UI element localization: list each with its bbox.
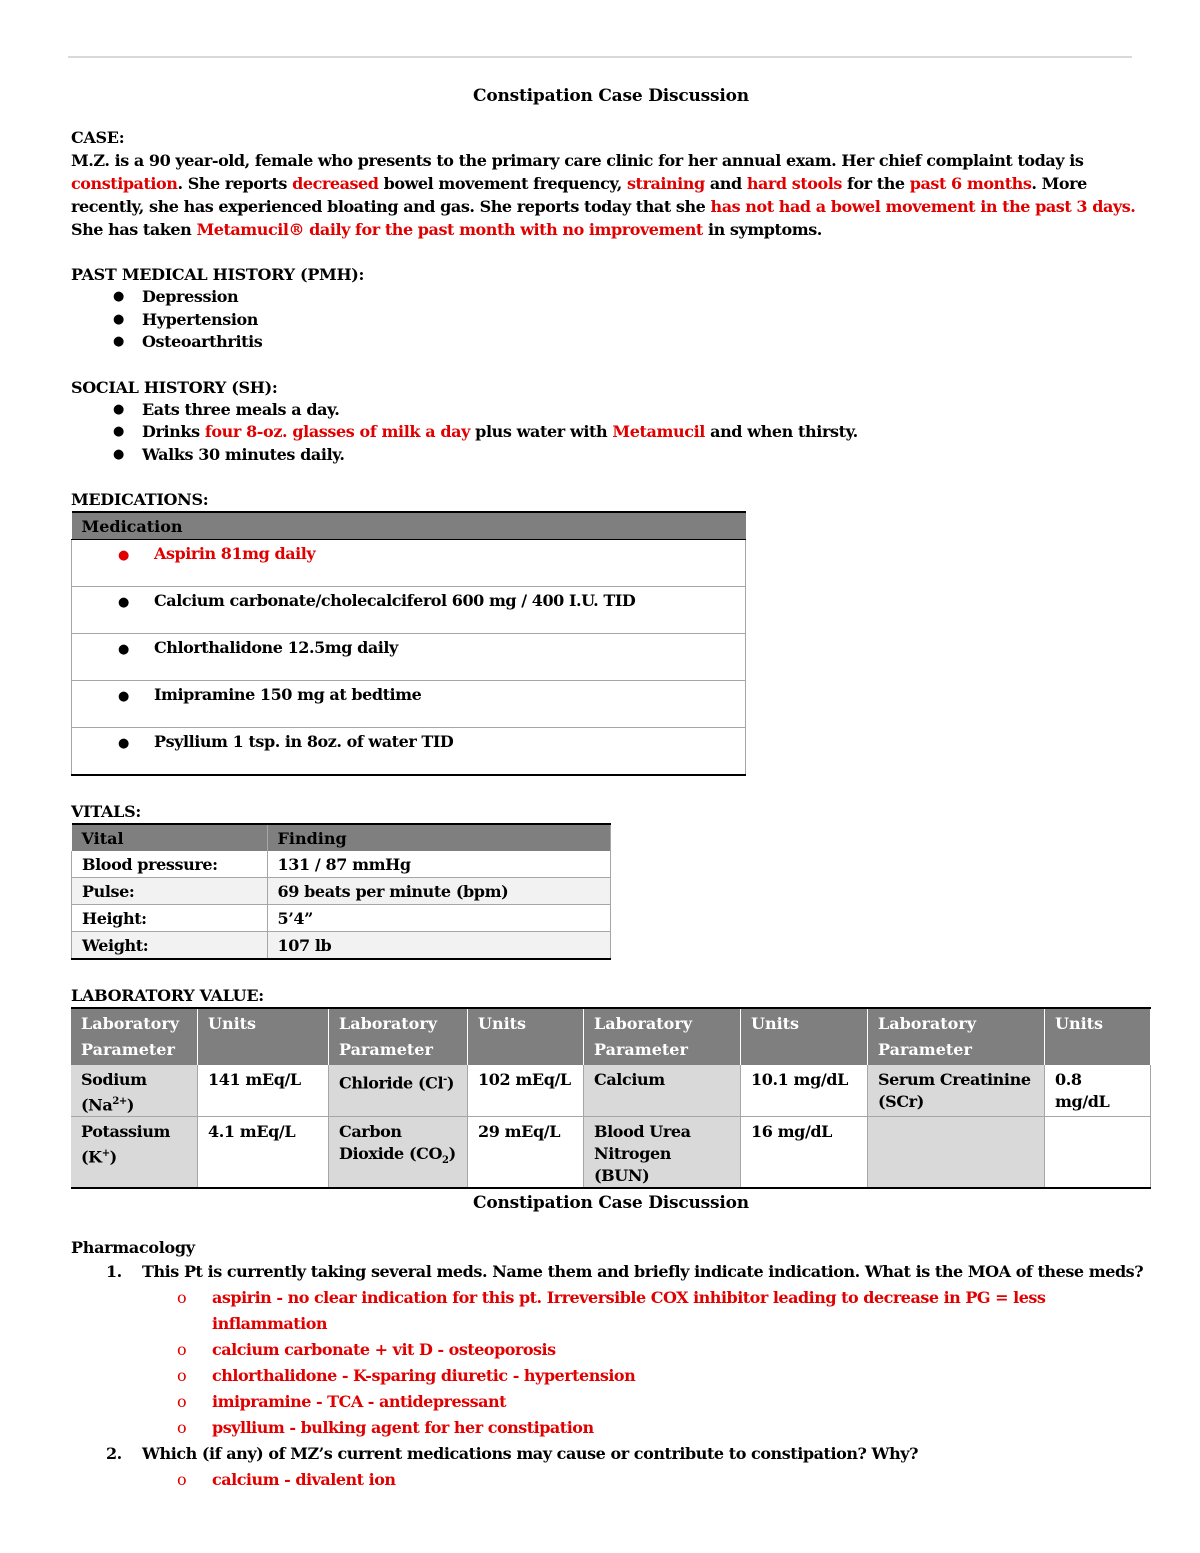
sh-highlight-milk: four 8-oz. glasses of milk a day — [204, 422, 471, 441]
medications-heading: MEDICATIONS: — [71, 490, 209, 509]
medications-table — [71, 511, 746, 776]
lab-param-sodium: Sodium $(Na^{2+})$ — [71, 1065, 198, 1117]
question-2 — [71, 1441, 1151, 1493]
lab-value-sodium: 141 mEq/L — [198, 1065, 329, 1117]
lab-value-calcium: 10.1 mg/dL — [741, 1065, 868, 1117]
circle-bullet-icon: o — [177, 1470, 187, 1490]
lab-param-header: Laboratory Parameter — [584, 1008, 741, 1065]
vital-row — [72, 878, 611, 905]
answer-item — [71, 1467, 1151, 1493]
medication-row — [72, 681, 746, 728]
case-text-segment: bowel movement frequency, — [378, 174, 627, 193]
answer-text: calcium - divalent ion — [212, 1470, 396, 1490]
bullet-icon: ● — [118, 548, 129, 563]
lab-value-empty — [1045, 1117, 1151, 1189]
bullet-icon: ● — [118, 736, 129, 751]
sh-heading: SOCIAL HISTORY (SH): — [71, 377, 278, 397]
medication-text: Imipramine 150 mg at bedtime — [154, 685, 422, 704]
answer-text: imipramine - TCA - antidepressant — [212, 1392, 507, 1412]
medication-row — [72, 587, 746, 634]
labs-heading: LABORATORY VALUE: — [71, 986, 264, 1005]
sh-text: Drinks — [142, 422, 205, 441]
medication-cell — [72, 681, 746, 728]
vital-name: Height: — [72, 905, 268, 932]
vital-name: Weight: — [72, 932, 268, 960]
lab-table — [71, 1007, 1151, 1189]
medication-row — [72, 540, 746, 587]
case-text-segment: in symptoms. — [702, 220, 822, 239]
lab-param-bun: Blood Urea Nitrogen (BUN) — [584, 1117, 741, 1189]
circle-bullet-icon: o — [177, 1392, 187, 1412]
question-list — [71, 1259, 1151, 1493]
circle-bullet-icon: o — [177, 1366, 187, 1386]
lab-value-bun: 16 mg/dL — [741, 1117, 868, 1189]
question-number: 2. — [106, 1444, 122, 1464]
vital-finding: 107 lb — [267, 932, 611, 960]
answer-list-1 — [142, 1285, 1151, 1441]
sh-item-drinks — [71, 421, 1151, 444]
case-highlight: hard stools — [746, 174, 842, 193]
answer-item — [71, 1415, 1151, 1441]
case-highlight: straining — [626, 174, 705, 193]
pmh-item: ● Osteoarthritis — [71, 331, 1151, 354]
circle-bullet-icon: o — [177, 1288, 187, 1308]
medication-cell — [72, 587, 746, 634]
lab-row — [71, 1117, 1151, 1189]
answer-item — [71, 1389, 1151, 1415]
lab-units-header: Units — [468, 1008, 584, 1065]
vital-row — [72, 905, 611, 932]
sh-text: plus water with — [470, 422, 613, 441]
lab-value-scr: 0.8 mg/dL — [1045, 1065, 1151, 1117]
sh-text: and when thirsty. — [704, 422, 858, 441]
case-text-segment: . More recently, she has experienced bloating and gas. She reports today that she — [71, 174, 1087, 216]
answer-text: calcium carbonate + vit D - osteoporosis — [212, 1340, 556, 1360]
lab-row — [71, 1065, 1151, 1117]
pmh-list — [71, 286, 1151, 354]
sh-item-meals: ● Eats three meals a day. — [71, 399, 1151, 422]
medication-cell — [72, 728, 746, 776]
answer-text: psyllium - bulking agent for her constipation — [212, 1418, 594, 1438]
medication-text: Calcium carbonate/cholecalciferol 600 mg / 400 I.U. TID — [154, 591, 636, 610]
lab-param-header: Laboratory Parameter — [71, 1008, 198, 1065]
bullet-icon: ● — [118, 642, 129, 657]
lab-param-empty — [868, 1117, 1045, 1189]
lab-units-header: Units — [741, 1008, 868, 1065]
circle-bullet-icon: o — [177, 1418, 187, 1438]
medication-text: Aspirin 81mg daily — [154, 544, 316, 563]
vital-finding: 131 / 87 mmHg — [267, 851, 611, 878]
lab-param-header: Laboratory Parameter — [329, 1008, 468, 1065]
case-highlight: constipation — [71, 174, 178, 193]
vital-row — [72, 851, 611, 878]
lab-param-potassium: Potassium (K+) — [71, 1117, 198, 1189]
case-text-segment: . She reports — [177, 174, 293, 193]
question-1 — [71, 1259, 1151, 1441]
vitals-table — [71, 823, 611, 960]
top-rule — [68, 56, 1132, 58]
case-text-segment: and — [704, 174, 747, 193]
case-text-segment: M.Z. is a 90 year-old, female who presents to the primary care clinic for her annual exam. Her chief complaint today is — [71, 151, 1084, 170]
answer-text: aspirin - no clear indication for this pt. Irreversible COX inhibitor leading to decrease in PG = less inflammation — [212, 1288, 1046, 1334]
question-text: This Pt is currently taking several meds. Name them and briefly indicate indication. What is the MOA of these meds? — [142, 1262, 1144, 1282]
case-heading: CASE: — [71, 128, 125, 147]
vital-row — [72, 932, 611, 960]
lab-param-scr: Serum Creatinine (SCr) — [868, 1065, 1045, 1117]
sh-list — [71, 399, 1151, 467]
lab-param-chloride: Chloride (Cl-) — [329, 1065, 468, 1117]
document-page — [71, 86, 1151, 1493]
question-text: Which (if any) of MZ’s current medications may cause or contribute to constipation? Why? — [142, 1444, 919, 1464]
lab-value-potassium: 4.1 mEq/L — [198, 1117, 329, 1189]
vital-finding: 69 beats per minute (bpm) — [267, 878, 611, 905]
medication-column-header: Medication — [72, 512, 746, 540]
lab-units-header: Units — [1045, 1008, 1151, 1065]
vitals-heading: VITALS: — [71, 802, 141, 821]
case-paragraph — [71, 149, 1151, 241]
medication-cell — [72, 540, 746, 587]
lab-value-chloride: 102 mEq/L — [468, 1065, 584, 1117]
sh-item-walks: ● Walks 30 minutes daily. — [71, 444, 1151, 467]
case-highlight: has not had a bowel movement in the past 3 days. — [710, 197, 1136, 216]
case-highlight: Metamucil® daily for the past month with no improvement — [196, 220, 703, 239]
vital-column-header: Vital — [72, 824, 268, 851]
answer-item — [71, 1285, 1151, 1337]
sh-highlight-metamucil: Metamucil — [612, 422, 705, 441]
answer-list-2 — [142, 1467, 1151, 1493]
finding-column-header: Finding — [267, 824, 611, 851]
pmh-item: ● Depression — [71, 286, 1151, 309]
pharmacology-heading: Pharmacology — [71, 1238, 195, 1258]
medication-row — [72, 728, 746, 776]
circle-bullet-icon: o — [177, 1340, 187, 1360]
lab-units-header: Units — [198, 1008, 329, 1065]
answer-item — [71, 1363, 1151, 1389]
lab-param-co2: Carbon Dioxide $(CO_2)$ — [329, 1117, 468, 1189]
case-text-segment: for the — [841, 174, 910, 193]
case-highlight: decreased — [292, 174, 379, 193]
medication-text: Psyllium 1 tsp. in 8oz. of water TID — [154, 732, 454, 751]
vital-finding: 5’4” — [267, 905, 611, 932]
lab-param-header: Laboratory Parameter — [868, 1008, 1045, 1065]
document-title: Constipation Case Discussion — [473, 86, 749, 106]
medication-cell — [72, 634, 746, 681]
bullet-icon: ● — [118, 595, 129, 610]
lab-param-calcium: Calcium — [584, 1065, 741, 1117]
answer-item — [71, 1337, 1151, 1363]
medication-text: Chlorthalidone 12.5mg daily — [154, 638, 398, 657]
lab-value-co2: 29 mEq/L — [468, 1117, 584, 1189]
pmh-item: ● Hypertension — [71, 309, 1151, 332]
vital-name: Blood pressure: — [72, 851, 268, 878]
case-highlight: past 6 months — [909, 174, 1032, 193]
pmh-heading: PAST MEDICAL HISTORY (PMH): — [71, 265, 365, 284]
bullet-icon: ● — [118, 689, 129, 704]
medication-row — [72, 634, 746, 681]
vital-name: Pulse: — [72, 878, 268, 905]
page-two-title: Constipation Case Discussion — [473, 1193, 749, 1214]
question-number: 1. — [106, 1262, 122, 1282]
answer-text: chlorthalidone - K-sparing diuretic - hypertension — [212, 1366, 636, 1386]
case-text-segment: She has taken — [71, 220, 197, 239]
